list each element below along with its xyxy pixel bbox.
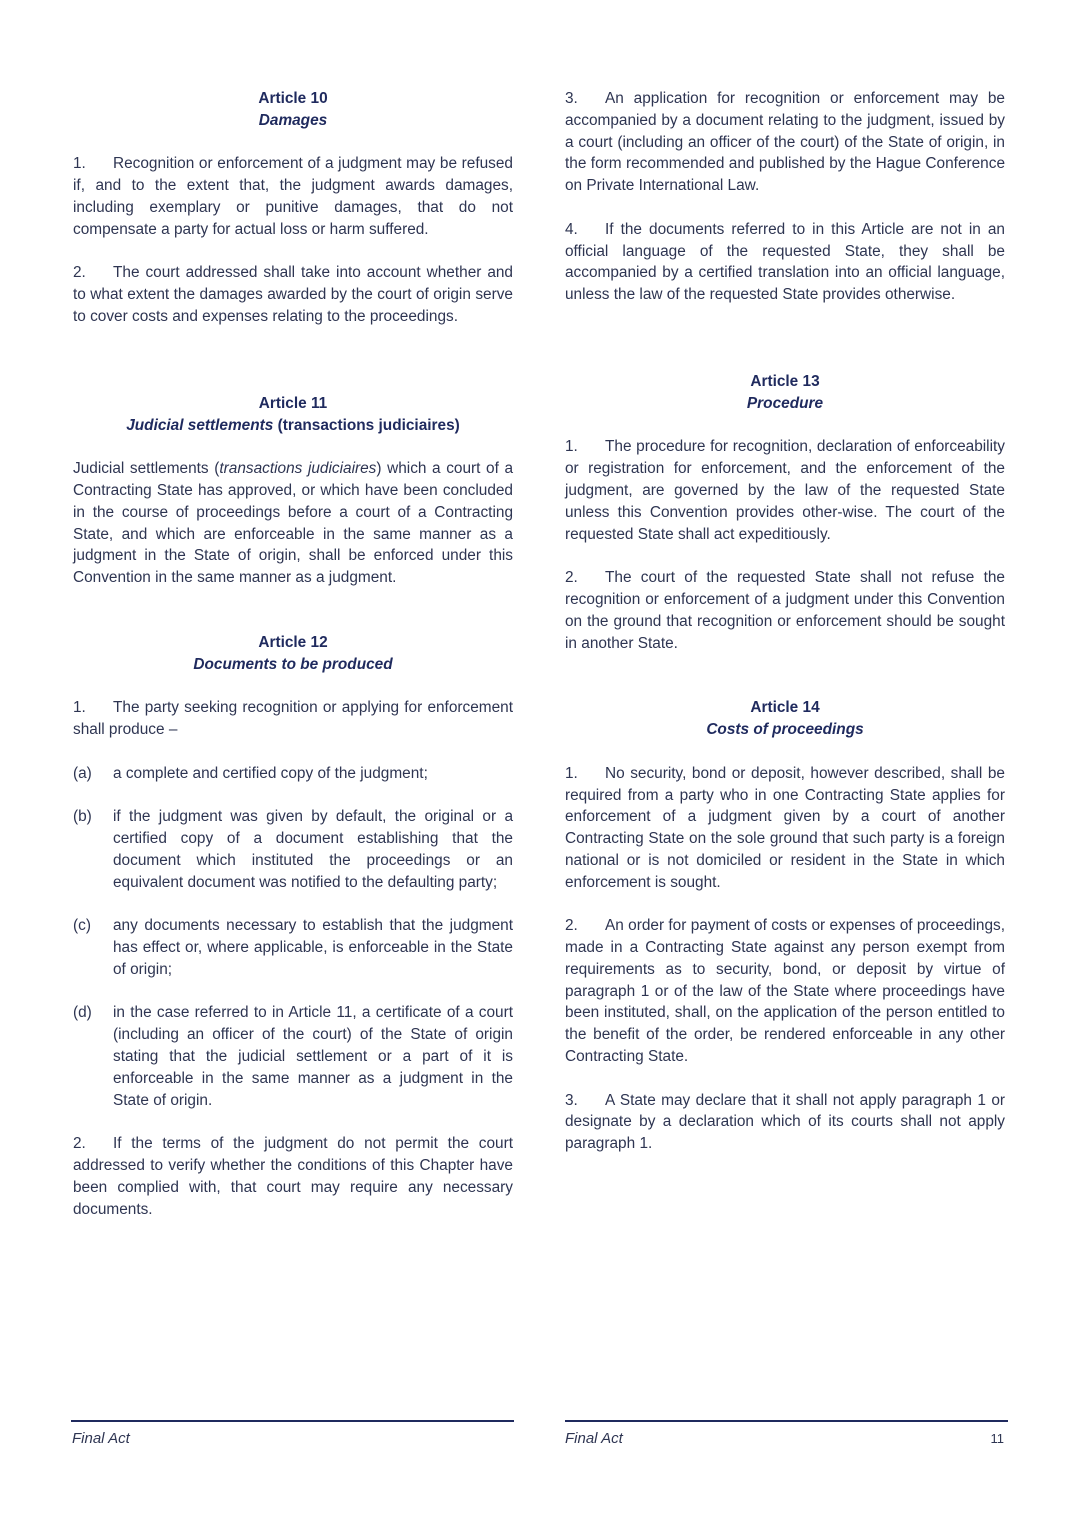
paragraph: 1. The procedure for recognition, declaration of enforceability or registration for enforcement, and the enforcement of the judgment, are governed by the law of the requested State unless this Convention provides other-wise. The court of the requested State shall act expeditiously. (565, 438, 1005, 543)
article-14-heading (565, 697, 1005, 741)
paragraph: 2. The court addressed shall take into account whether and to what extent the damages awarded by the court of origin serve to cover costs and expenses relating to the proceedings. (73, 264, 513, 325)
paragraph: 3. A State may declare that it shall not apply paragraph 1 or designate by a declaration which of its courts shall not apply paragraph 1. (565, 1091, 1005, 1153)
paragraph: 2. The court of the requested State shall not refuse the recognition or enforcement of a judgment under this Convention on the ground that recognition or enforcement should be sought in another State. (565, 569, 1005, 652)
article-number: Article 13 (750, 372, 820, 390)
article-title: Documents to be produced (193, 655, 393, 673)
footer-rule-right (565, 1420, 1008, 1422)
list-item: (b) if the judgment was given by default, the original or a certified copy of a document establishing that the document which instituted the proceedings or an equivalent document was notified to the defaulting party; (73, 808, 513, 891)
paragraph: 2. An order for payment of costs or expenses of proceedings, made in a Contracting State against any person exempt from requirements as to security, bond, or deposit by virtue of paragraph 1 or of the law of the State where proceedings have been instituted, shall, on the application of the person entitled to the benefit of the order, be rendered enforceable in any other Contracting State. (565, 917, 1005, 1066)
article-number: Article 12 (258, 633, 328, 651)
list-item: (c) any documents necessary to establish that the judgment has effect or, where applicable, is enforceable in the State of origin; (73, 917, 513, 978)
paragraph: 1. The party seeking recognition or applying for enforcement shall produce – (73, 699, 513, 739)
paragraph: 3. An application for recognition or enforcement may be accompanied by a document relating to the judgment, issued by a court (including an officer of the court) of the State of origin, in the form recommended and published by the Hague Conference on Private International Law. (565, 90, 1005, 195)
footer-right-label: Final Act (565, 1430, 623, 1447)
article-title: Procedure (746, 394, 824, 412)
article-title: Damages (258, 111, 328, 129)
left-column (73, 88, 513, 1220)
paragraph: 1. No security, bond or deposit, however described, shall be required from a party who in one Contracting State applies for enforcement of a judgment given by a court of another Contracting State on the sole ground that such party is a foreign national or is not domiciled or resident in the State in which enforcement is sought. (565, 764, 1005, 891)
paragraph: 2. If the terms of the judgment do not permit the court addressed to verify whether the conditions of this Chapter have been complied with, that court may require any necessary documents. (73, 1135, 513, 1218)
article-13-heading (565, 371, 1005, 415)
paragraph: Judicial settlements (transactions judiciaires) which a court of a Contracting State has approved, or which have been concluded in the course of proceedings before a court of a Contracting State, and which are enforceable in the same manner as a judgment in the State of origin, shall be enforced under this Convention in the same manner as a judgment. (73, 460, 514, 587)
article-title: Judicial settlements (transactions judiciaires) (126, 416, 460, 434)
footer-rule-left (71, 1420, 514, 1422)
paragraph: 4. If the documents referred to in this Article are not in an official language of the requested State, they shall be accompanied by a certified translation into an official language, unless the law of the requested State provides otherwise. (565, 220, 1005, 304)
list-item: (a) a complete and certified copy of the judgment; (73, 764, 428, 782)
article-number: Article 10 (258, 90, 328, 107)
article-number: Article 11 (258, 394, 328, 412)
right-column (565, 88, 1005, 1155)
footer-left-label: Final Act (72, 1430, 130, 1447)
article-10-heading (73, 88, 513, 132)
page-number: 11 (990, 1431, 1004, 1446)
article-title: Costs of proceedings (706, 721, 864, 739)
list-item: (d) in the case referred to in Article 11, a certificate of a court (including an officer of the court) of the State of origin stating that the judicial settlement or a part of it is enforceable in the same manner as a judgment in the State of origin. (73, 1004, 513, 1109)
paragraph: 1. Recognition or enforcement of a judgment may be refused if, and to the extent that, the judgment awards damages, including exemplary or punitive damages, that do not compensate a party for actual loss or harm suffered. (73, 155, 513, 238)
article-11-heading (73, 393, 513, 437)
article-12-heading (73, 632, 513, 676)
article-number: Article 14 (750, 699, 820, 717)
